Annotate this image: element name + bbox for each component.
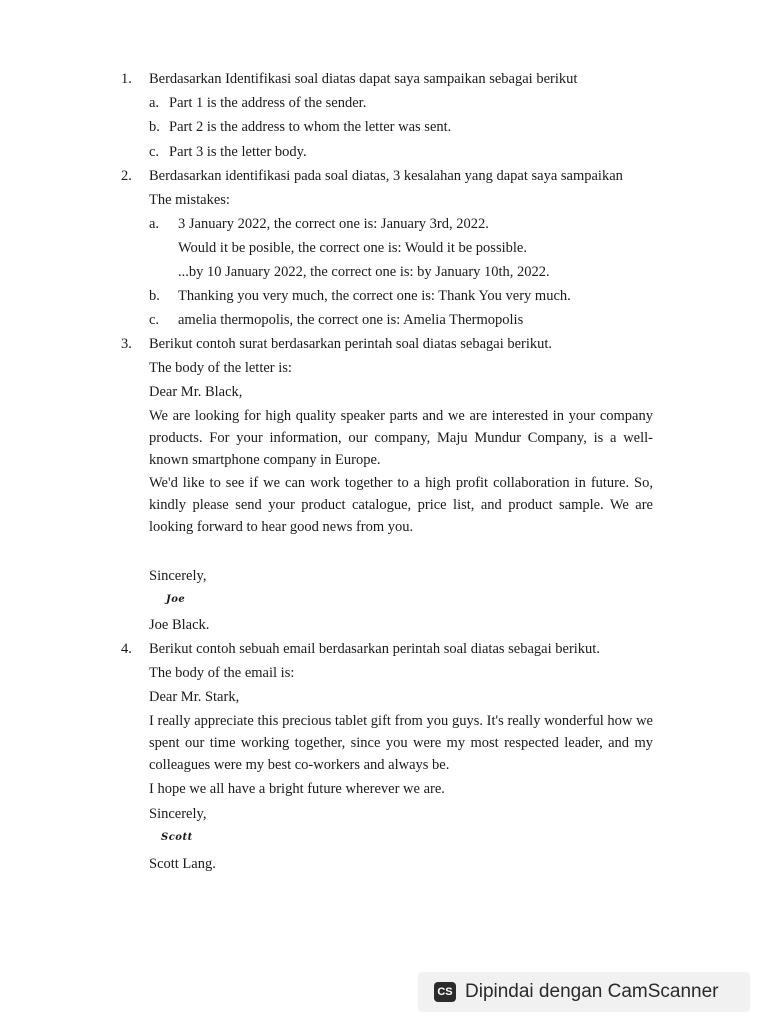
camscanner-label: Dipindai dengan CamScanner	[465, 981, 719, 1002]
q2-a-label: a.	[149, 216, 160, 232]
q3-paragraph-2: We'd like to see if we can work together to a high profit collaboration in future. So, kindly please send your product catalogue, price list, and product sample. We are looking forward to hear good news from you.	[149, 475, 653, 535]
camscanner-badge	[418, 972, 750, 1012]
q3-signature: Joe	[166, 594, 186, 605]
q4-number: 4.	[121, 641, 132, 657]
q1-number: 1.	[121, 71, 132, 87]
q4-intro: The body of the email is:	[149, 665, 295, 681]
q3-salutation: Dear Mr. Black,	[149, 384, 243, 400]
q4-signature: Scott	[161, 832, 193, 843]
q3-text: Berikut contoh surat berdasarkan perintah soal diatas sebagai berikut.	[149, 336, 553, 352]
q4-closing: Sincerely,	[149, 806, 207, 822]
q1-item-c-label: c.	[149, 144, 160, 160]
q4-paragraph-1: I really appreciate this precious tablet gift from you guys. It's really wonderful how we spent our time working together, since you were my most respected leader, and my colleagues were my best co-workers and always be.	[149, 713, 653, 773]
q3-name: Joe Black.	[149, 617, 210, 633]
q4-name: Scott Lang.	[149, 856, 216, 872]
q3-closing: Sincerely,	[149, 568, 207, 584]
q2-intro: The mistakes:	[149, 192, 230, 208]
q3-number: 3.	[121, 336, 132, 352]
q2-a-line-1: 3 January 2022, the correct one is: January 3rd, 2022.	[178, 216, 489, 232]
q1-item-c: Part 3 is the letter body.	[169, 144, 307, 160]
q2-a-line-3: ...by 10 January 2022, the correct one is: by January 10th, 2022.	[178, 264, 550, 280]
q2-a-line-2: Would it be posible, the correct one is: Would it be possible.	[178, 240, 527, 256]
q3-intro: The body of the letter is:	[149, 360, 292, 376]
q1-item-a-label: a.	[149, 95, 160, 111]
q2-number: 2.	[121, 168, 132, 184]
q2-b-label: b.	[149, 288, 160, 304]
q1-text: Berdasarkan Identifikasi soal diatas dapat saya sampaikan sebagai berikut	[149, 71, 578, 87]
q2-text: Berdasarkan identifikasi pada soal diatas, 3 kesalahan yang dapat saya sampaikan	[149, 168, 623, 184]
q4-text: Berikut contoh sebuah email berdasarkan perintah soal diatas sebagai berikut.	[149, 641, 600, 657]
q4-paragraph-2: I hope we all have a bright future wherever we are.	[149, 781, 445, 797]
q3-paragraph-1: We are looking for high quality speaker parts and we are interested in your company products. For your information, our company, Maju Mundur Company, is a well-known smartphone company in Europe.	[149, 408, 653, 468]
camscanner-icon: CS	[434, 982, 456, 1002]
q2-b-text: Thanking you very much, the correct one is: Thank You very much.	[178, 288, 571, 304]
q1-item-b: Part 2 is the address to whom the letter was sent.	[169, 119, 452, 135]
q1-item-b-label: b.	[149, 119, 160, 135]
q1-item-a: Part 1 is the address of the sender.	[169, 95, 367, 111]
q2-c-label: c.	[149, 312, 160, 328]
q2-c-text: amelia thermopolis, the correct one is: Amelia Thermopolis	[178, 312, 524, 328]
q4-salutation: Dear Mr. Stark,	[149, 689, 240, 705]
